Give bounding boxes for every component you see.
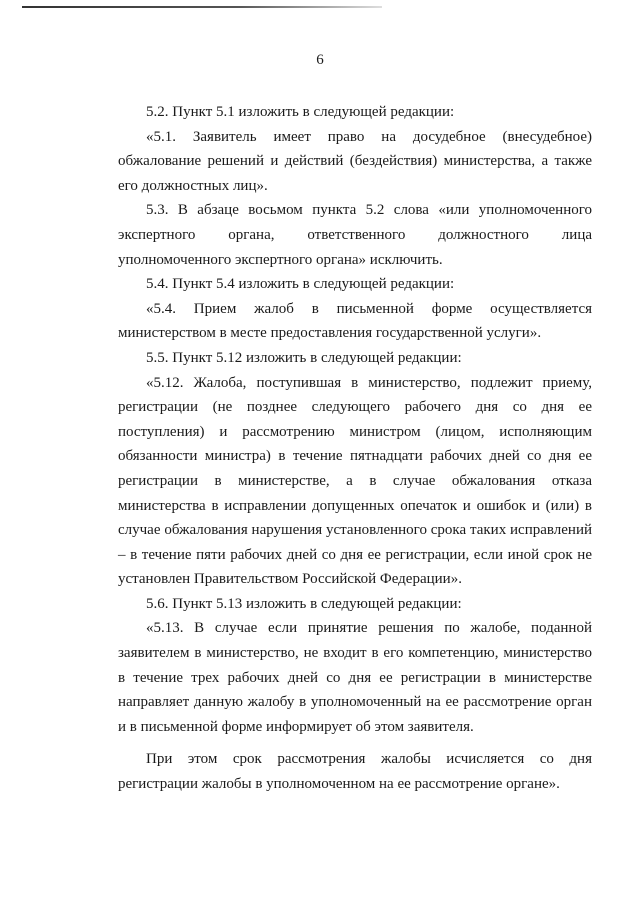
page-number: 6 [316,52,324,68]
paragraph-5-12-text: «5.12. Жалоба, поступившая в министерство, подлежит приему, регистрации (не позднее следующего рабочего дня со дня ее поступления) и рассмотрению министром (лицом, исполняющим обязанности министра) в течение пятнадцати рабочих дней со дня ее регистрации в министерстве, а в случае обжалования отказа министерства в исправлении допущенных опечаток и ошибок и (или) в случае обжалования нарушения установленного срока таких исправлений – в течение пяти рабочих дней со дня ее регистрации, если иной срок не установлен Правительством Российской Федерации». [118,374,592,588]
paragraph-5-13-continuation: При этом срок рассмотрения жалобы исчисляется со дня регистрации жалобы в уполномоченном на ее рассмотрение органе». [118,751,592,793]
paragraph-5-4: 5.4. Пункт 5.4 изложить в следующей редакции: [146,276,455,293]
paragraph-5-6: 5.6. Пункт 5.13 изложить в следующей редакции: [146,595,462,612]
paragraph-5-5: 5.5. Пункт 5.12 изложить в следующей редакции: [146,349,462,366]
paragraph-5-4-text: «5.4. Прием жалоб в письменной форме осуществляется министерством в месте предоставления государственной услуги». [118,300,592,342]
scan-edge-line [22,6,382,8]
paragraph-5-3: 5.3. В абзаце восьмом пункта 5.2 слова «или уполномоченного экспертного органа, ответственного должностного лица уполномоченного экспертного органа» исключить. [118,202,592,268]
paragraph-5-2: 5.2. Пункт 5.1 изложить в следующей редакции: [146,104,455,120]
document-body [118,100,592,797]
paragraph-5-1-text: «5.1. Заявитель имеет право на досудебное (внесудебное) обжалование решений и действий (бездействия) министерства, а также его должностных лиц». [118,128,592,194]
paragraph-5-13-text: «5.13. В случае если принятие решения по жалобе, поданной заявителем в министерство, не входит в его компетенцию, министерство в течение трех рабочих дней со дня ее регистрации в министерстве направляет данную жалобу в уполномоченный на ее рассмотрение орган и в письменной форме информирует об этом заявителя. [118,620,592,735]
